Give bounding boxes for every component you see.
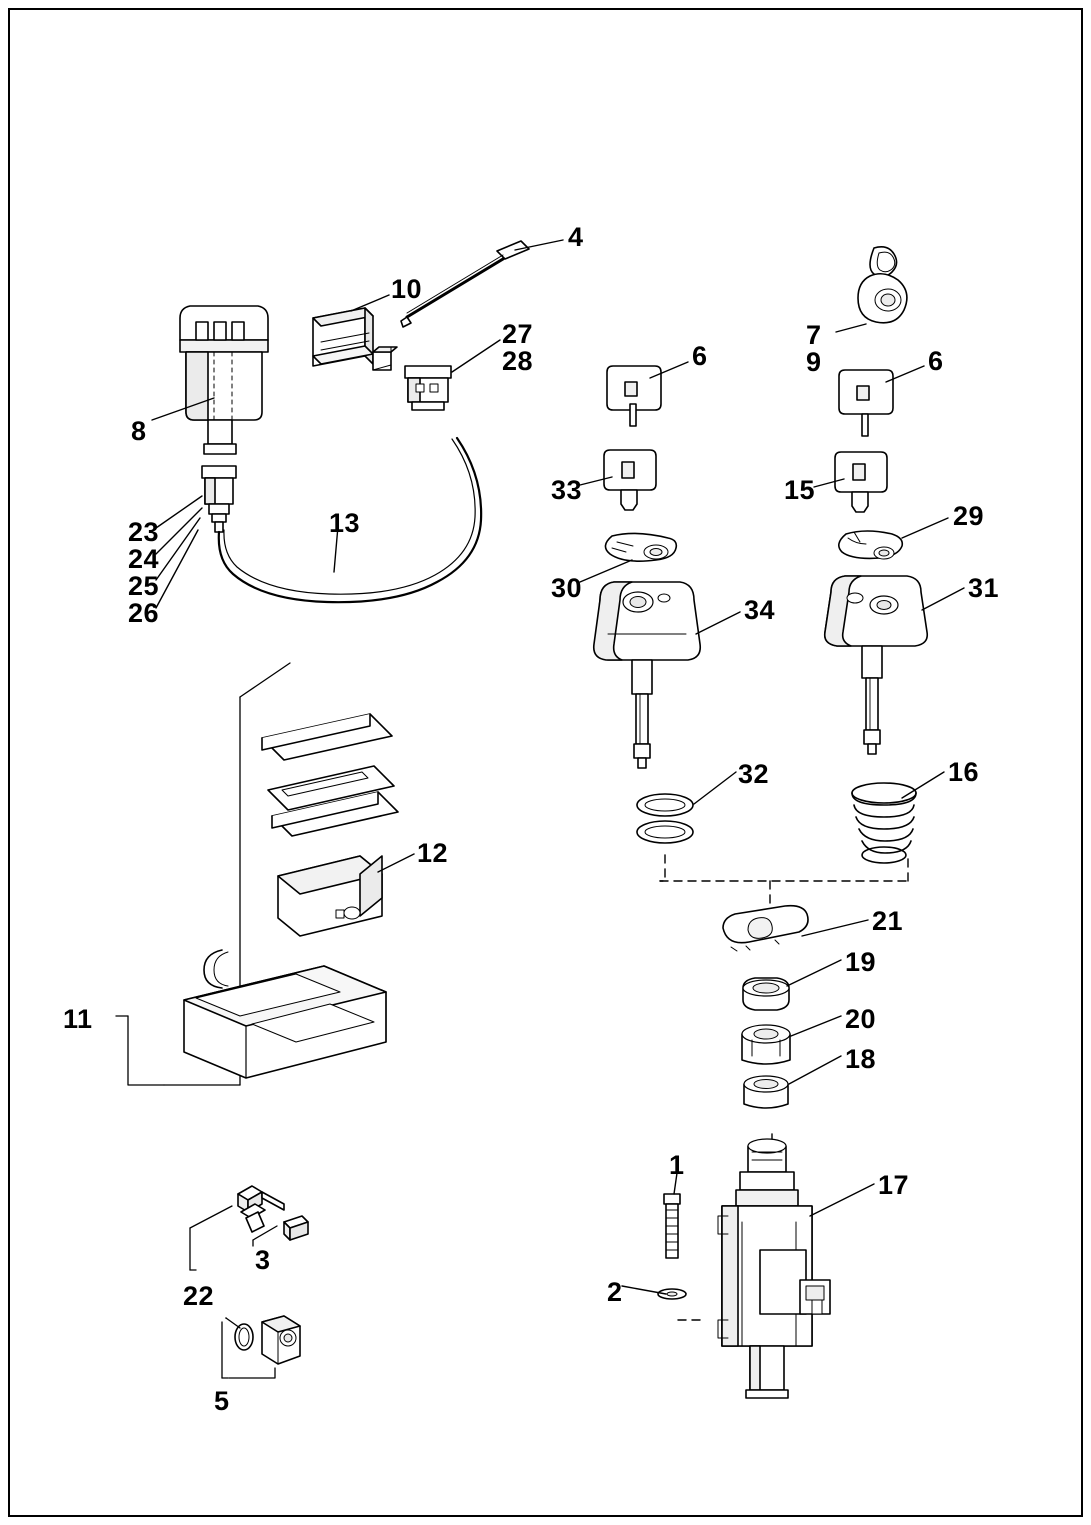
part-3-terminal <box>284 1216 308 1240</box>
part-18-ring <box>744 1076 788 1108</box>
callout-18: 18 <box>845 1044 877 1074</box>
callout-26: 26 <box>128 598 160 628</box>
part-21-mounting-plate <box>723 906 808 951</box>
part-11-box-assembly <box>116 663 398 1085</box>
part-15-key-right-blade <box>835 452 887 512</box>
callout-5: 5 <box>214 1386 230 1416</box>
callout-13: 13 <box>329 508 361 538</box>
callout-17: 17 <box>878 1170 910 1200</box>
part-8-housing <box>180 306 268 454</box>
callout-23: 23 <box>128 517 160 547</box>
callout-29: 29 <box>953 501 985 531</box>
callout-6-right: 6 <box>928 346 944 376</box>
callout-24: 24 <box>128 544 160 574</box>
callout-11: 11 <box>63 1004 93 1034</box>
part-33-key-left-blade <box>604 450 656 510</box>
callout-19: 19 <box>845 947 877 977</box>
part-5-plug <box>222 1316 300 1378</box>
callout-6-left: 6 <box>692 341 708 371</box>
callout-12: 12 <box>417 838 449 868</box>
part-34-ignition-body <box>594 582 701 768</box>
part-31-ignition-body <box>825 576 928 754</box>
part-23-connector <box>202 466 236 532</box>
callout-22: 22 <box>183 1281 215 1311</box>
part-6-key-right <box>839 370 893 436</box>
callout-16: 16 <box>948 757 980 787</box>
callout-8: 8 <box>131 416 147 446</box>
callout-31: 31 <box>968 573 1000 603</box>
part-32-retaining-rings <box>637 794 693 843</box>
callout-9: 9 <box>806 347 822 377</box>
part-17-switch-body <box>718 1139 830 1398</box>
part-27-connector <box>405 366 451 410</box>
part-22-sensor <box>238 1186 284 1232</box>
part-6-key-left <box>607 366 661 426</box>
callout-10: 10 <box>391 274 423 304</box>
callout-7: 7 <box>806 320 822 350</box>
callout-15: 15 <box>784 475 816 505</box>
part-10-module <box>313 308 397 370</box>
callout-27: 27 <box>502 319 534 349</box>
part-20-collar <box>742 1025 790 1064</box>
part-1-screw <box>664 1194 680 1258</box>
part-7-key-fob <box>858 247 907 323</box>
part-29-clip <box>839 531 902 559</box>
callout-21: 21 <box>872 906 904 936</box>
callout-3: 3 <box>255 1245 271 1275</box>
callout-32: 32 <box>738 759 770 789</box>
callout-1: 1 <box>669 1150 685 1180</box>
callout-33: 33 <box>551 475 583 505</box>
callout-20: 20 <box>845 1004 877 1034</box>
callout-30: 30 <box>551 573 583 603</box>
callout-28: 28 <box>502 346 534 376</box>
part-19-bushing <box>743 978 789 1010</box>
callout-2: 2 <box>607 1277 623 1307</box>
callout-4: 4 <box>568 222 584 252</box>
part-30-plate <box>605 533 676 561</box>
callout-34: 34 <box>744 595 776 625</box>
callout-25: 25 <box>128 571 160 601</box>
